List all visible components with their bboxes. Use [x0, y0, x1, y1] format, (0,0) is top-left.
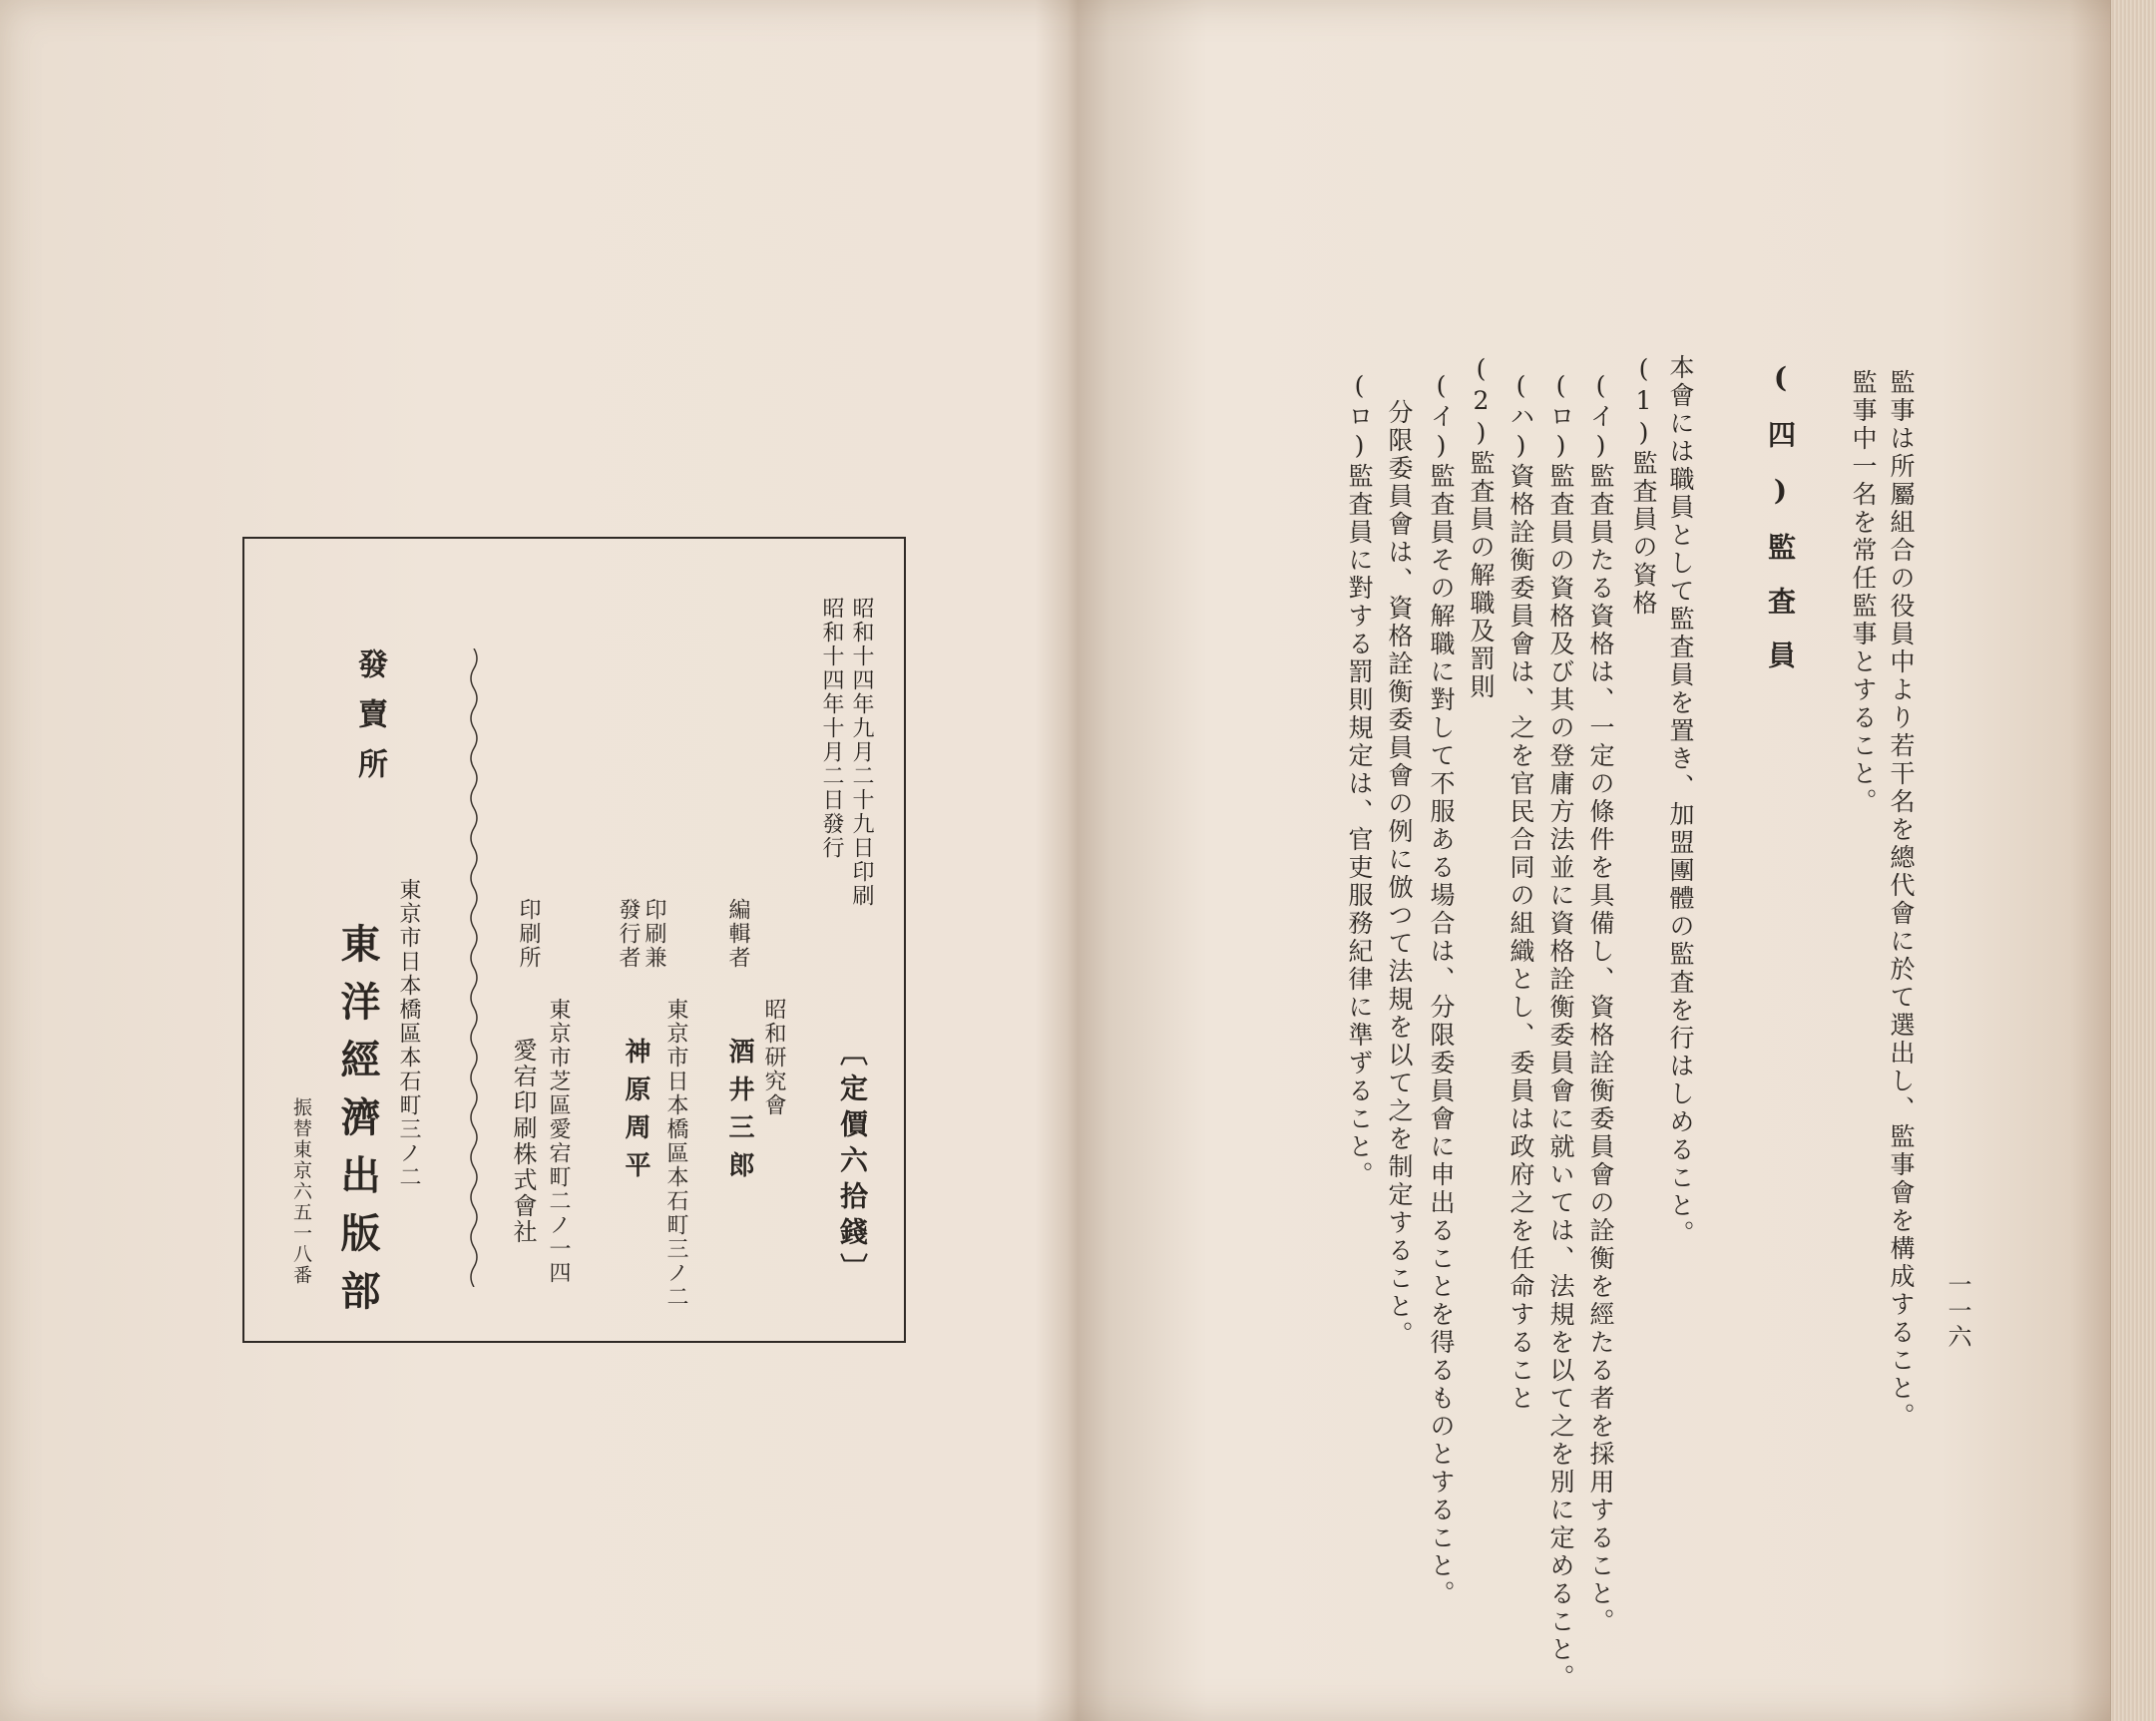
seller-address: 東京市日本橋區本石町三ノ二: [396, 878, 421, 1189]
text-line: 分限委員會は、資格詮衡委員會の例に倣つて法規を以て之を制定すること。: [1385, 399, 1414, 1349]
editor-name: 酒井三郎: [724, 1038, 754, 1189]
text-line: (イ)監査員その解職に對して不服ある場合は、分限委員會に申出ることを得るものとすること。: [1427, 371, 1456, 1608]
publisher-label-1: 印刷兼: [642, 898, 666, 970]
publisher-address: 東京市日本橋區本石町三ノ二: [663, 998, 688, 1309]
text-line: (ロ)監査員に對する罰則規定は、官吏服務紀律に準ずること。: [1345, 371, 1374, 1189]
subsection-heading: (1)監査員の資格: [1629, 354, 1658, 618]
price: 〔定價六拾錢〕: [836, 1038, 869, 1289]
seller-label: 發賣所: [352, 648, 387, 798]
wavy-divider: [467, 648, 481, 1287]
seller-name: 東洋經濟出版部: [334, 923, 381, 1328]
publisher-name: 神原周平: [621, 1038, 650, 1189]
text-line: 本會には職員として監査員を置き、加盟團體の監査を行はしめること。: [1666, 354, 1695, 1248]
text-line: 監事は所屬組合の役員中より若干名を總代會に於て選出し、監事會を構成すること。: [1887, 369, 1916, 1431]
section-heading: (四)監査員: [1764, 361, 1797, 694]
page-number: 一一六: [1943, 1272, 1971, 1350]
subsection-heading: (2)監査員の解職及罰則: [1467, 354, 1496, 701]
page-edges: [2110, 0, 2156, 1721]
left-page: [0, 0, 1038, 1721]
publisher-label-2: 發行者: [616, 898, 641, 970]
transfer-account: 振替東京六五一八番: [290, 1097, 312, 1286]
editor-org: 昭和研究會: [761, 998, 786, 1117]
issue-date: 昭和十四年十月二日發行: [819, 597, 844, 860]
text-line: (ハ)資格詮衡委員會は、之を官民合同の組織とし、委員は政府之を任命すること: [1507, 371, 1535, 1413]
print-date: 昭和十四年九月二十九日印刷: [849, 597, 874, 908]
printer-name: 愛宕印刷株式會社: [509, 1038, 537, 1245]
text-line: 監事中一名を常任監事とすること。: [1849, 369, 1878, 816]
printer-address: 東京市芝區愛宕町二ノ一四: [546, 998, 571, 1285]
printer-label: 印刷所: [516, 898, 541, 970]
text-line: (イ)監査員たる資格は、一定の條件を具備し、資格詮衡委員會の詮衡を經たる者を採用すること。: [1586, 371, 1615, 1636]
editor-label: 編輯者: [725, 898, 750, 970]
text-line: (ロ)監査員の資格及び其の登庸方法並に資格詮衡委員會に就いては、法規を以て之を別に定めること。: [1546, 371, 1575, 1692]
right-page: [1058, 0, 2105, 1721]
